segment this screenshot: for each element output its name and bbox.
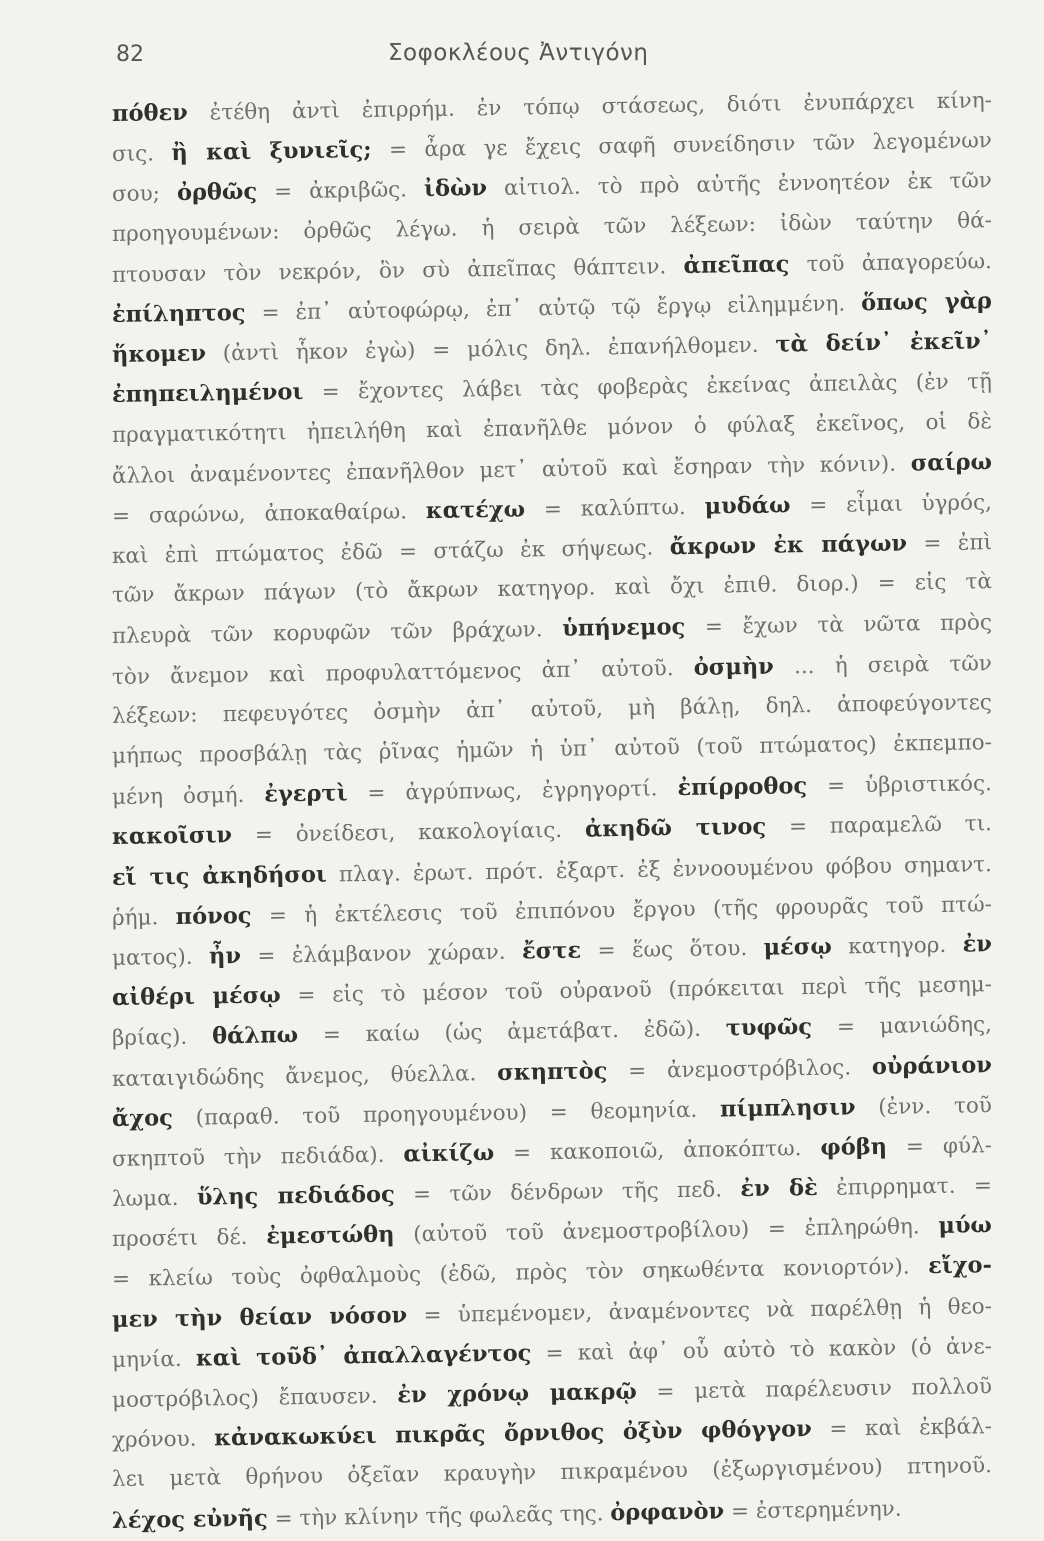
lemma-term: θάλπω <box>211 1022 299 1050</box>
lemma-term: ἐπίρροθος <box>677 773 808 802</box>
lemma-term: σκηπτὸς <box>496 1057 608 1086</box>
gloss-text: = σαρώνω, ἀποκαθαίρω. <box>111 498 427 529</box>
gloss-text: πλευρὰ τῶν κορυφῶν τῶν βράχων. <box>111 617 563 650</box>
gloss-text: = καὶ ἀφ᾽ οὗ αὐτὸ τὸ κακὸν (ὁ ἀνε- <box>531 1333 993 1367</box>
lemma-term: κακοῖσιν <box>111 822 233 851</box>
gloss-text: βρίας). <box>111 1024 213 1052</box>
lemma-term: ἐπηπειλημένοι <box>111 379 304 409</box>
lemma-term: ὀρθῶς <box>176 179 258 207</box>
gloss-text: σου; <box>111 181 178 208</box>
gloss-text: πραγματικότητι ἠπειλήθη καὶ ἐπανῆλθε μόνον ὁ φύλαξ ἐκεῖνος, οἱ δὲ <box>111 408 993 448</box>
gloss-text: σκηπτοῦ τὴν πεδιάδα). <box>111 1142 404 1172</box>
gloss-text: = μανιώδης, <box>811 1012 993 1041</box>
gloss-text: λει μετὰ θρήνου ὀξεῖαν κραυγὴν πικραμένου (ἐξωργισμένου) πτηνοῦ. <box>111 1453 993 1493</box>
gloss-text: καταιγιδώδης ἄνεμος, θύελλα. <box>111 1060 498 1092</box>
lemma-term: ἐν δὲ <box>740 1174 818 1203</box>
lemma-term: ἦν <box>208 942 242 970</box>
lemma-term: ἄκρων ἐκ πάγων <box>669 530 908 561</box>
lemma-term: ἐν χρόνῳ μακρῷ <box>397 1378 638 1409</box>
lemma-term: ἀπεῖπας <box>683 251 790 279</box>
gloss-text: πλαγ. ἐρωτ. πρότ. ἐξαρτ. ἐξ ἐννοουμένου φόβου σημαντ. <box>326 851 993 888</box>
gloss-text: = ἀνεμοστρόβιλος. <box>607 1054 873 1084</box>
gloss-text: ματος). <box>111 944 210 971</box>
lemma-term: μυδάω <box>704 492 791 520</box>
page-number: 82 <box>116 42 144 67</box>
gloss-text: = ἐλάμβανον χώραν. <box>240 939 523 969</box>
gloss-text: = ἔχων τὰ νῶτα πρὸς <box>684 610 993 641</box>
lemma-term: πίμπλησιν <box>719 1094 856 1123</box>
gloss-text: λέξεων: πεφευγότες ὀσμὴν ἀπ᾽ αὐτοῦ, μὴ βάλῃ, δηλ. ἀποφεύγοντες <box>111 689 993 729</box>
lemma-term: μέσῳ <box>763 933 832 961</box>
gloss-text: τὸν ἄνεμον καὶ προφυλαττόμενος ἀπ᾽ αὐτοῦ. <box>111 655 694 690</box>
gloss-text: κατηγορ. <box>831 932 963 960</box>
lemma-term: πόνος <box>175 902 252 930</box>
running-head: Σοφοκλέους Ἀντιγόνη <box>388 40 649 66</box>
lemma-term: καὶ τοῦδ᾽ ἀπαλλαγέντος <box>195 1340 532 1372</box>
gloss-text: = ἐπὶ <box>906 530 993 557</box>
gloss-text: πτουσαν τὸν νεκρόν, ὃν σὺ ἀπεῖπας θάπτειν. <box>111 253 684 288</box>
lemma-term: αἰκίζω <box>403 1139 495 1168</box>
gloss-text: = ὀνείδεσι, κακολογίαις. <box>231 817 586 849</box>
gloss-text: = τῶν δένδρων τῆς πεδ. <box>394 1177 741 1208</box>
lemma-term: οὐράνιον <box>871 1051 993 1080</box>
lemma-term: ὑπήνεμος <box>562 614 686 643</box>
gloss-text: μένη ὀσμή. <box>111 782 265 811</box>
lemma-term: ἐγερτὶ <box>264 780 348 808</box>
gloss-text: ἐπιρρηματ. = <box>817 1173 993 1201</box>
lemma-term: εἴ τις ἀκηδήσοι <box>111 861 328 891</box>
gloss-text: = καὶ ἐκβάλ- <box>811 1414 993 1443</box>
gloss-text: μηνία. <box>111 1346 197 1373</box>
gloss-text: = ἆρα γε ἔχεις σαφῆ συνείδησιν τῶν λεγομένων <box>371 128 993 164</box>
lemma-term: τὰ δείν᾽ ἐκεῖν᾽ <box>775 328 993 358</box>
lemma-term: σαίρω <box>910 448 993 477</box>
lemma-term: ἀκηδῶ τινος <box>584 814 767 843</box>
lemma-term: μεν τὴν θείαν νόσον <box>111 1301 408 1333</box>
gloss-text: μοστρόβιλος) ἔπαυσεν. <box>111 1383 398 1413</box>
lemma-term: εἴχο- <box>927 1252 993 1280</box>
gloss-text: = ἐπ᾽ αὐτοφώρῳ, ἐπ᾽ αὐτῷ τῷ ἔργῳ εἰλημμένη. <box>245 291 862 326</box>
gloss-text: = ὑβριστικός. <box>806 771 993 800</box>
gloss-text: τοῦ ἀπαγορεύω. <box>789 248 993 278</box>
lemma-term: λέχος εὐνῆς <box>111 1505 268 1534</box>
lemma-term: ἐπίληπτος <box>111 299 246 328</box>
lemma-term: ἰδὼν <box>423 175 488 203</box>
gloss-text: = ἡ ἐκτέλεσις τοῦ ἐπιπόνου ἔργου (τῆς φρουρᾶς τοῦ πτώ- <box>251 891 993 929</box>
gloss-text: (ἐνν. τοῦ <box>855 1092 993 1121</box>
gloss-text: αἰτιολ. τὸ πρὸ αὐτῆς ἐννοητέον ἐκ τῶν <box>486 168 993 202</box>
gloss-text: προσέτι δέ. <box>111 1224 267 1253</box>
lemma-term: ὅπως γὰρ <box>860 288 993 317</box>
lemma-term: ἐμεστώθη <box>266 1221 395 1250</box>
lemma-term: κατέχω <box>425 496 526 524</box>
lemma-term: ἢ καὶ ξυνιεῖς; <box>171 137 372 167</box>
gloss-text: (ἀντὶ ἧκον ἐγὼ) = μόλις δηλ. ἐπανήλθομεν. <box>205 332 776 367</box>
gloss-text: = εἶμαι ὑγρός, <box>790 490 993 519</box>
commentary-text <box>111 88 993 1541</box>
lemma-term: ὀσμὴν <box>693 653 775 681</box>
gloss-text: ἐτέθη ἀντὶ ἐπιρρήμ. ἐν τόπῳ στάσεως, διότι ἐνυπάρχει κίνη- <box>187 88 993 126</box>
gloss-text: = ἀκριβῶς. <box>256 177 425 206</box>
gloss-text: = καίω (ὡς ἀμετάβατ. ἐδῶ). <box>297 1016 727 1049</box>
gloss-text: = παραμελῶ τι. <box>765 811 993 841</box>
lemma-term: ἔστε <box>521 937 582 965</box>
gloss-text: σις. <box>111 141 172 168</box>
gloss-text: τῶν ἄκρων πάγων (τὸ ἄκρων κατηγορ. καὶ ὄχι ἐπιθ. διορ.) = εἰς τὰ <box>111 569 993 609</box>
gloss-text: = κλείω τοὺς ὀφθαλμοὺς (ἐδῶ, πρὸς τὸν σηκωθέντα κονιορτόν). <box>111 1254 929 1293</box>
gloss-text: = κακοποιῶ, ἀποκόπτω. <box>493 1135 821 1166</box>
gloss-text: = φύλ- <box>886 1133 993 1160</box>
gloss-text: λωμα. <box>111 1185 198 1213</box>
gloss-text: καὶ ἐπὶ πτώματος ἐδῶ = στάζω ἐκ σήψεως. <box>111 535 671 570</box>
lemma-term: πόθεν <box>111 99 188 127</box>
gloss-text: (παραθ. τοῦ προηγουμένου) = θεομηνία. <box>172 1097 721 1131</box>
page-header <box>0 34 1044 74</box>
lemma-term: ὀρφανὸν <box>610 1497 725 1526</box>
gloss-text: (αὐτοῦ τοῦ ἀνεμοστροβίλου) = ἐπληρώθη. <box>394 1214 939 1248</box>
lemma-term: ὕλης πεδιάδος <box>196 1181 395 1211</box>
gloss-text: ἄλλοι ἀναμένοντες ἐπανῆλθον μετ᾽ αὐτοῦ καὶ ἔσηραν τὴν κόνιν). <box>111 451 911 489</box>
gloss-text: ῥήμ. <box>111 904 176 931</box>
gloss-text: = ἀγρύπνως, ἐγρηγορτί. <box>347 776 678 807</box>
lemma-term: φόβη <box>820 1133 888 1161</box>
lemma-term: κἀνακωκύει πικρᾶς ὄρνιθος ὀξὺν φθόγγον <box>213 1416 812 1452</box>
gloss-text: = ἔχοντες λάβει τὰς φοβερὰς ἐκείνας ἀπειλὰς (ἐν τῇ <box>303 369 993 406</box>
lemma-term: τυφῶς <box>725 1014 813 1042</box>
gloss-text: = εἰς τὸ μέσον τοῦ οὐρανοῦ (πρόκειται περὶ τῆς μεσημ- <box>280 972 993 1009</box>
lemma-term: ἐν <box>962 931 993 958</box>
lemma-term: μύω <box>938 1212 993 1240</box>
gloss-text: προηγουμένων: ὀρθῶς λέγω. ἡ σειρὰ τῶν λέξεων: ἰδὼν ταύτην θά- <box>111 207 993 247</box>
gloss-text: = τὴν κλίνην τῆς φωλεᾶς της. <box>267 1500 611 1532</box>
gloss-text: μήπως προσβάλῃ τὰς ῥῖνας ἡμῶν ἡ ὑπ᾽ αὐτοῦ (τοῦ πτώματος) ἐκπεμπο- <box>111 730 993 769</box>
lemma-term: ἥκομεν <box>111 340 207 369</box>
gloss-text: = μετὰ παρέλευσιν πολλοῦ <box>636 1374 993 1405</box>
gloss-text: = ὑπεμένομεν, ἀναμένοντες νὰ παρέλθῃ ἡ θεο- <box>406 1293 993 1328</box>
gloss-text: = ἐστερημένην. <box>723 1496 902 1524</box>
gloss-text: ... ἡ σειρὰ τῶν <box>773 650 993 680</box>
gloss-text: = ἕως ὅτου. <box>580 935 764 964</box>
lemma-term: ἄχος <box>111 1104 174 1132</box>
gloss-text: χρόνου. <box>111 1426 215 1454</box>
lemma-term: αἰθέρι μέσῳ <box>111 982 281 1012</box>
gloss-text: = καλύπτω. <box>524 494 705 523</box>
